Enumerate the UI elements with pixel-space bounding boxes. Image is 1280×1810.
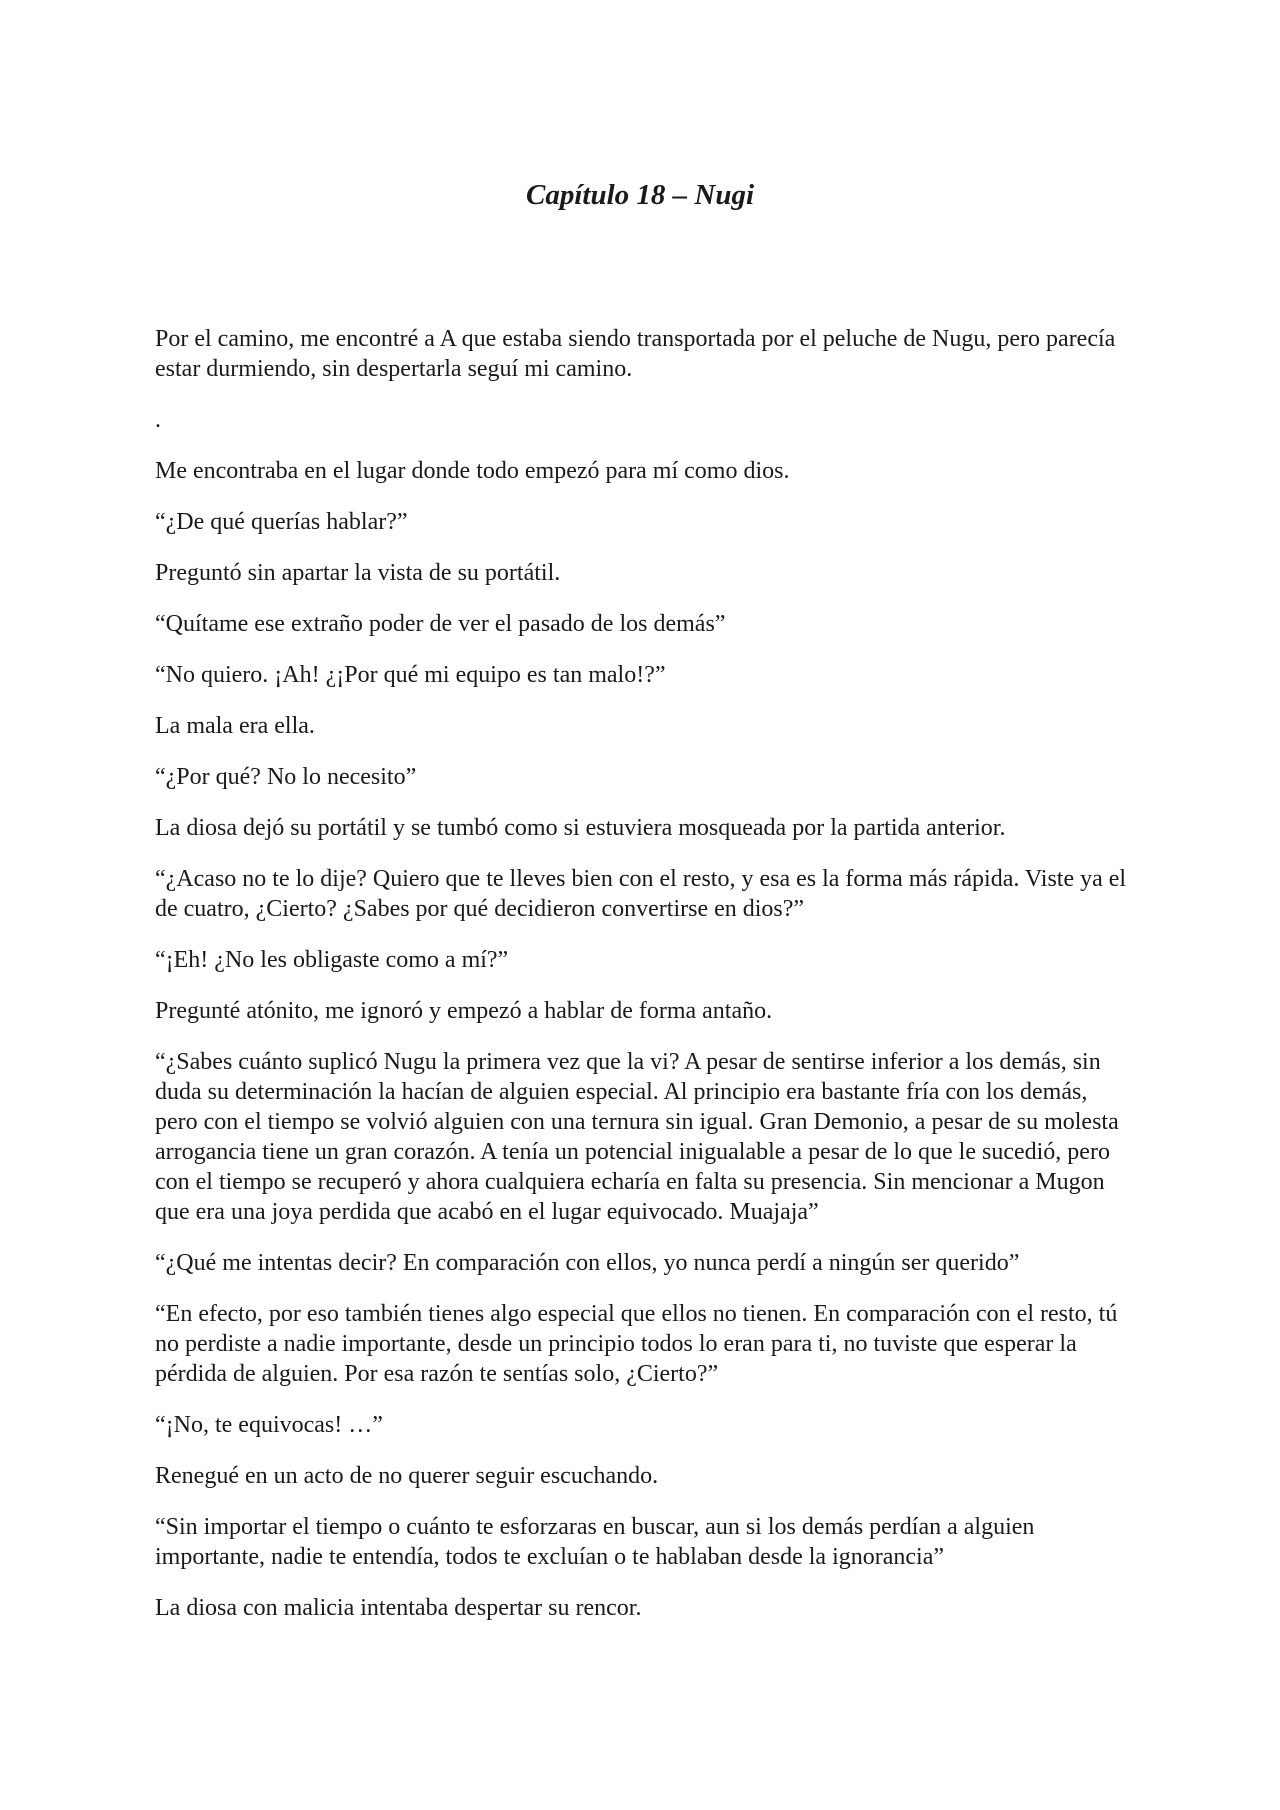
paragraph: “¿Qué me intentas decir? En comparación con ellos, yo nunca perdí a ningún ser querido”	[155, 1250, 1020, 1276]
paragraph: “Sin importar el tiempo o cuánto te esforzaras en buscar, aun si los demás perdían a alguien importante, nadie te entendía, todos te excluían o te hablaban desde la ignorancia”	[155, 1514, 1035, 1570]
paragraph: Me encontraba en el lugar donde todo empezó para mí como dios.	[155, 458, 790, 484]
paragraph: “¿Sabes cuánto suplicó Nugu la primera vez que la vi? A pesar de sentirse inferior a los demás, sin duda su determinación la hacían de alguien especial. Al principio era bastante fría con los demás, pero con el tiempo se volvió alguien con una ternura sin igual. Gran Demonio, a pesar de su molesta arrogancia tiene un gran corazón. A tenía un potencial inigualable a pesar de lo que le sucedió, pero con el tiempo se recuperó y ahora cualquiera echaría en falta su presencia. Sin mencionar a Mugon que era una joya perdida que acabó en el lugar equivocado. Muajaja”	[155, 1049, 1119, 1225]
paragraph: La diosa con malicia intentaba despertar su rencor.	[155, 1595, 642, 1621]
paragraph: “En efecto, por eso también tienes algo especial que ellos no tienen. En comparación con el resto, tú no perdiste a nadie importante, desde un principio todos lo eran para ti, no tuviste que esperar la pérdida de alguien. Por esa razón te sentías solo, ¿Cierto?”	[155, 1301, 1118, 1387]
paragraph: La diosa dejó su portátil y se tumbó como si estuviera mosqueada por la partida anterior.	[155, 815, 1006, 841]
paragraph: “Quítame ese extraño poder de ver el pasado de los demás”	[155, 611, 726, 637]
chapter-title: Capítulo 18 – Nugi	[525, 179, 755, 211]
paragraph: “¿De qué querías hablar?”	[155, 509, 408, 535]
paragraph: “¿Por qué? No lo necesito”	[155, 764, 417, 790]
paragraph: Por el camino, me encontré a A que estaba siendo transportada por el peluche de Nugu, pero parecía estar durmiendo, sin despertarla seguí mi camino.	[155, 326, 1116, 382]
scene-separator: .	[155, 407, 161, 433]
paragraph: Preguntó sin apartar la vista de su portátil.	[155, 560, 561, 586]
paragraph: “¡Eh! ¿No les obligaste como a mí?”	[155, 947, 509, 973]
chapter-body	[155, 324, 1135, 1644]
paragraph: “No quiero. ¡Ah! ¿¡Por qué mi equipo es tan malo!?”	[155, 662, 666, 688]
paragraph: “¡No, te equivocas! …”	[155, 1412, 383, 1438]
paragraph: Pregunté atónito, me ignoró y empezó a hablar de forma antaño.	[155, 998, 773, 1024]
paragraph: Renegué en un acto de no querer seguir escuchando.	[155, 1463, 659, 1489]
paragraph: “¿Acaso no te lo dije? Quiero que te lleves bien con el resto, y esa es la forma más rápida. Viste ya el de cuatro, ¿Cierto? ¿Sabes por qué decidieron convertirse en dios?”	[155, 866, 1127, 922]
paragraph: La mala era ella.	[155, 713, 315, 739]
